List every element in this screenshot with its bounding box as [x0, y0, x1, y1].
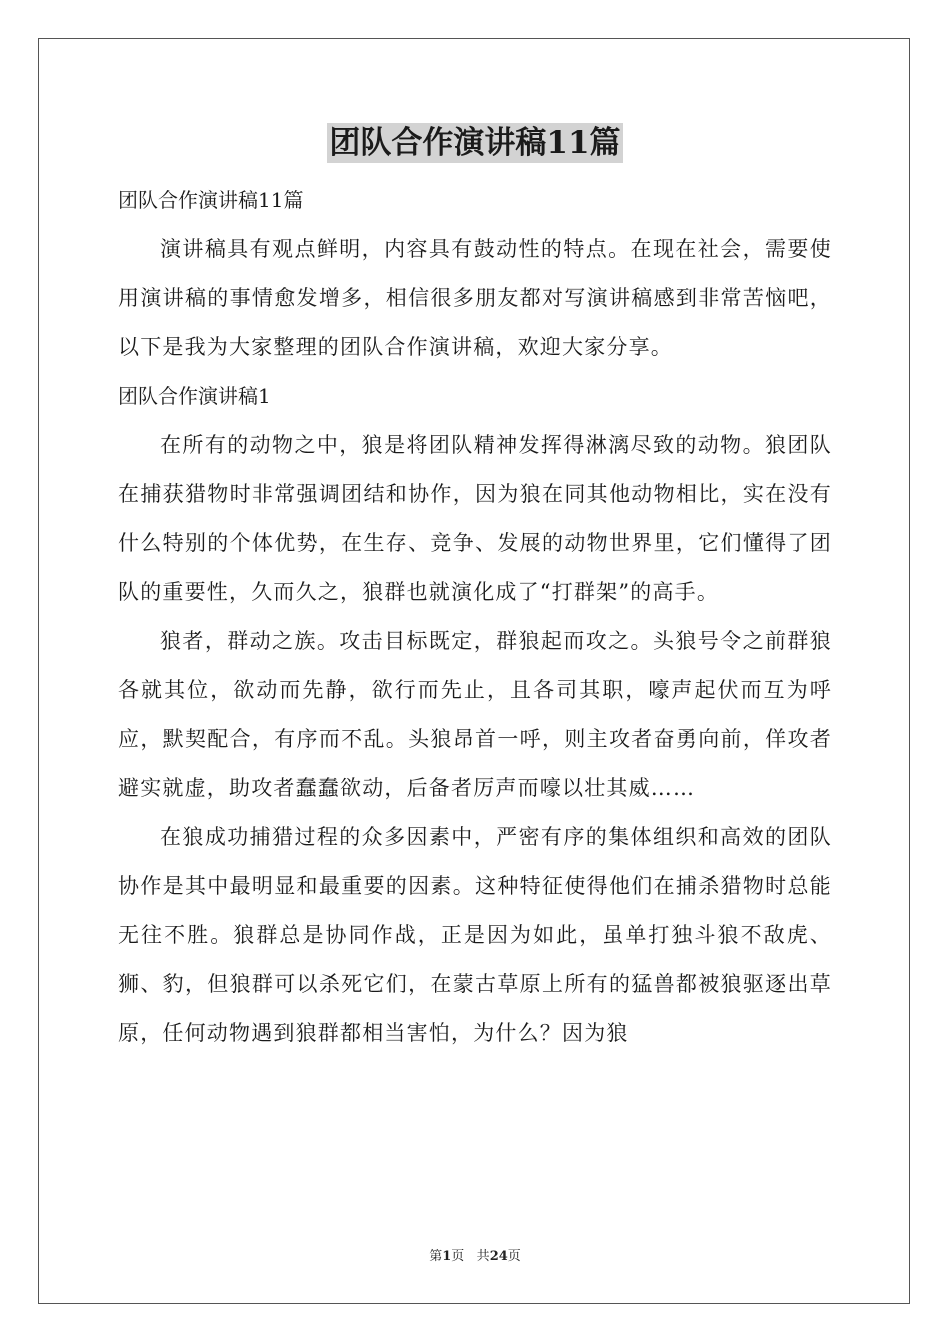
current-page-number: 1	[442, 1249, 452, 1264]
intro-paragraph: 演讲稿具有观点鲜明，内容具有鼓动性的特点。在现在社会，需要使用演讲稿的事情愈发增多，相信很多朋友都对写演讲稿感到非常苦恼吧，以下是我为大家整理的团队合作演讲稿，欢迎大家分享。	[118, 237, 832, 359]
section-heading-1: 团队合作演讲稿1	[118, 384, 271, 408]
page-footer	[0, 1248, 950, 1266]
page-number-prefix: 第	[429, 1249, 443, 1264]
document-subtitle: 团队合作演讲稿11篇	[118, 188, 304, 212]
total-page-count: 24	[489, 1249, 508, 1264]
page-number-suffix: 页	[451, 1249, 465, 1264]
document-title: 团队合作演讲稿11篇	[329, 125, 621, 161]
total-pages-suffix: 页	[507, 1249, 521, 1264]
document-body	[118, 122, 832, 1058]
body-paragraph-3: 在狼成功捕猎过程的众多因素中，严密有序的集体组织和高效的团队协作是其中最明显和最重要的因素。这种特征使得他们在捕杀猎物时总能无往不胜。狼群总是协同作战，正是因为如此，虽单打独斗狼不敌虎、狮、豹，但狼群可以杀死它们，在蒙古草原上所有的猛兽都被狼驱逐出草原，任何动物遇到狼群都相当害怕，为什么？因为狼	[118, 825, 832, 1045]
title-container	[118, 122, 832, 174]
body-paragraph-1: 在所有的动物之中，狼是将团队精神发挥得淋漓尽致的动物。狼团队在捕获猎物时非常强调团结和协作，因为狼在同其他动物相比，实在没有什么特别的个体优势，在生存、竞争、发展的动物世界里，它们懂得了团队的重要性，久而久之，狼群也就演化成了“打群架”的高手。	[118, 433, 832, 604]
body-paragraph-2: 狼者，群动之族。攻击目标既定，群狼起而攻之。头狼号令之前群狼各就其位，欲动而先静，欲行而先止，且各司其职，嚎声起伏而互为呼应，默契配合，有序而不乱。头狼昂首一呼，则主攻者奋勇向前，佯攻者避实就虚，助攻者蠢蠢欲动，后备者厉声而嚎以壮其威……	[118, 629, 832, 800]
total-pages-prefix: 共	[476, 1249, 490, 1264]
